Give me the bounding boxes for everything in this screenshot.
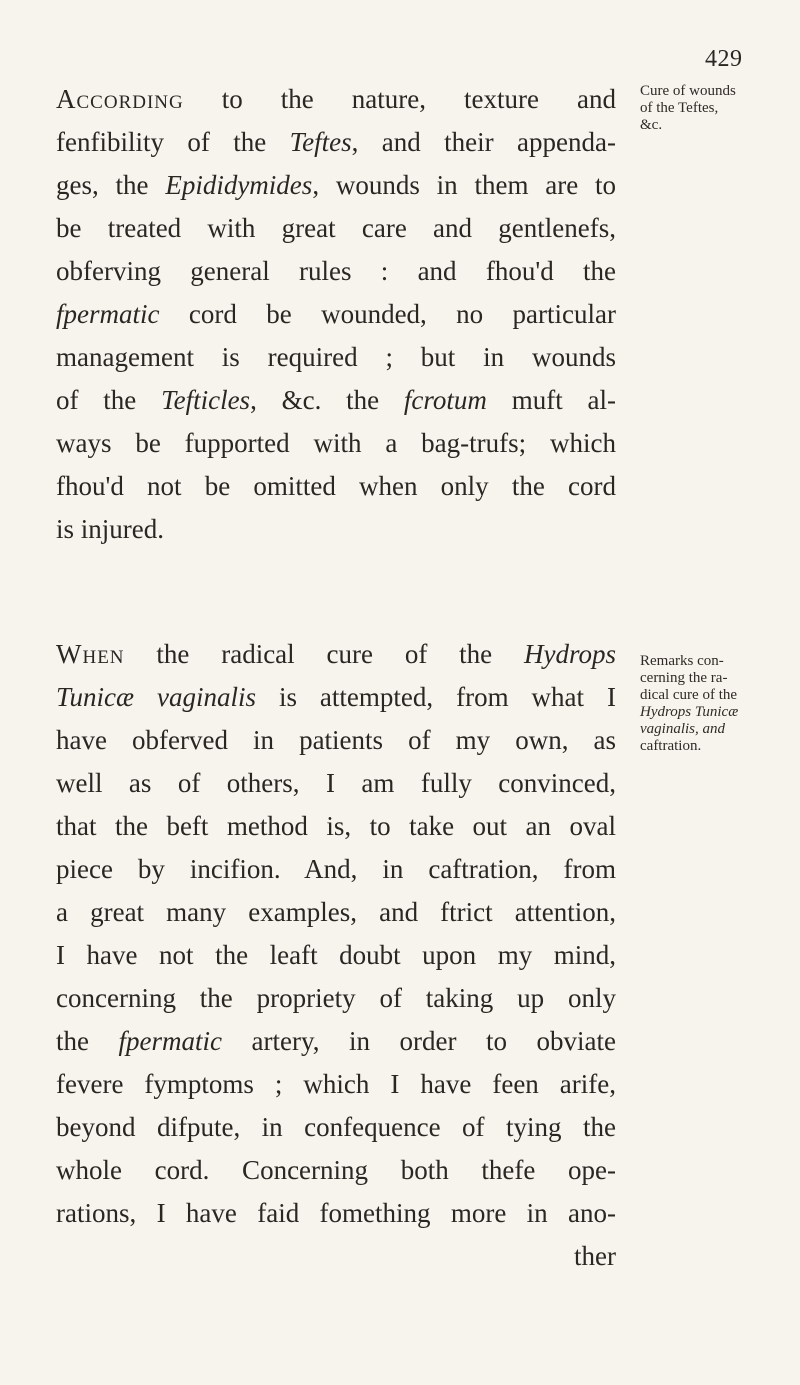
text-line: fhou'd not be omitted when only the cord (56, 471, 616, 501)
text-line: whole cord. Concerning both thefe ope- (56, 1155, 616, 1185)
text-line: piece by incifion. And, in caftration, from (56, 854, 616, 884)
text-line: that the beft method is, to take out an oval (56, 811, 616, 841)
text-line: well as of others, I am fully convinced, (56, 768, 616, 798)
margin-note-line: Cure of wounds (640, 83, 736, 99)
text-line: fevere fymptoms ; which I have feen arife, (56, 1069, 616, 1099)
text-line: beyond difpute, in confequence of tying the (56, 1112, 616, 1142)
margin-note-remarks-hydrops (640, 653, 790, 755)
text-line: have obferved in patients of my own, as (56, 725, 616, 755)
text-span: is attempted, from what I (255, 682, 616, 712)
text-line: I have not the leaft doubt upon my mind, (56, 940, 616, 970)
text-line: obferving general rules : and fhou'd the (56, 256, 616, 286)
text-span: the (56, 1026, 119, 1056)
text-span: ges, the (56, 170, 166, 200)
italic-term: fpermatic (56, 299, 160, 329)
lead-word: According (56, 84, 184, 114)
italic-term: Epididymides (165, 170, 313, 200)
text-line: be treated with great care and gentlenefs, (56, 213, 616, 243)
italic-term: fcrotum (403, 385, 487, 415)
text-span: , wounds in them are to (312, 170, 616, 200)
italic-term: Hydrops (524, 639, 616, 669)
text-line: a great many examples, and ftrict attention, (56, 897, 616, 927)
text-line (56, 379, 616, 422)
text-span: artery, in order to obviate (222, 1026, 616, 1056)
text-line (56, 78, 616, 121)
text-span: the radical cure of the (124, 639, 524, 669)
text-line (56, 1020, 616, 1063)
margin-note-line: of the Teftes, (640, 100, 719, 116)
text-line (56, 633, 616, 676)
margin-note-line: cerning the ra- (640, 670, 728, 686)
text-span: to the nature, texture and (183, 84, 616, 114)
margin-note-line: dical cure of the (640, 687, 738, 703)
text-line (56, 164, 616, 207)
margin-note-line: Remarks con- (640, 653, 724, 669)
text-span: , and their appenda- (351, 127, 616, 157)
text-line (56, 121, 616, 164)
text-span: of the (56, 385, 162, 415)
text-line: ways be fupported with a bag-trufs; which (56, 428, 616, 458)
catchword: ther (574, 1241, 616, 1271)
margin-note-line (640, 721, 790, 738)
italic-term: Tunicæ vaginalis (56, 682, 256, 712)
text-span: muft al- (486, 385, 616, 415)
italic-term: Teftes (289, 127, 352, 157)
text-line: concerning the propriety of taking up only (56, 983, 616, 1013)
text-span: cord be wounded, no particular (159, 299, 616, 329)
text-span: , &c. the (250, 385, 404, 415)
text-line: management is required ; but in wounds (56, 342, 616, 372)
margin-note-line: caftration. (640, 738, 702, 754)
text-span: fenfibility of the (56, 127, 290, 157)
text-line (56, 293, 616, 336)
margin-note-line: Hydrops Tunicæ (640, 704, 739, 720)
margin-note-line: &c. (640, 117, 663, 133)
paragraph-radical-cure (56, 633, 616, 1278)
text-line (56, 676, 616, 719)
italic-term: fpermatic (118, 1026, 222, 1056)
lead-word: When (56, 639, 125, 669)
page-number: 429 (705, 46, 743, 72)
text-line: rations, I have faid fomething more in ano- (56, 1198, 616, 1228)
italic-term: Tefticles (161, 385, 251, 415)
margin-note-cure-of-wounds (640, 83, 790, 134)
paragraph-wounds-testes (56, 78, 616, 551)
italic-term: vaginalis, and (640, 721, 725, 737)
text-line: is injured. (56, 514, 164, 544)
